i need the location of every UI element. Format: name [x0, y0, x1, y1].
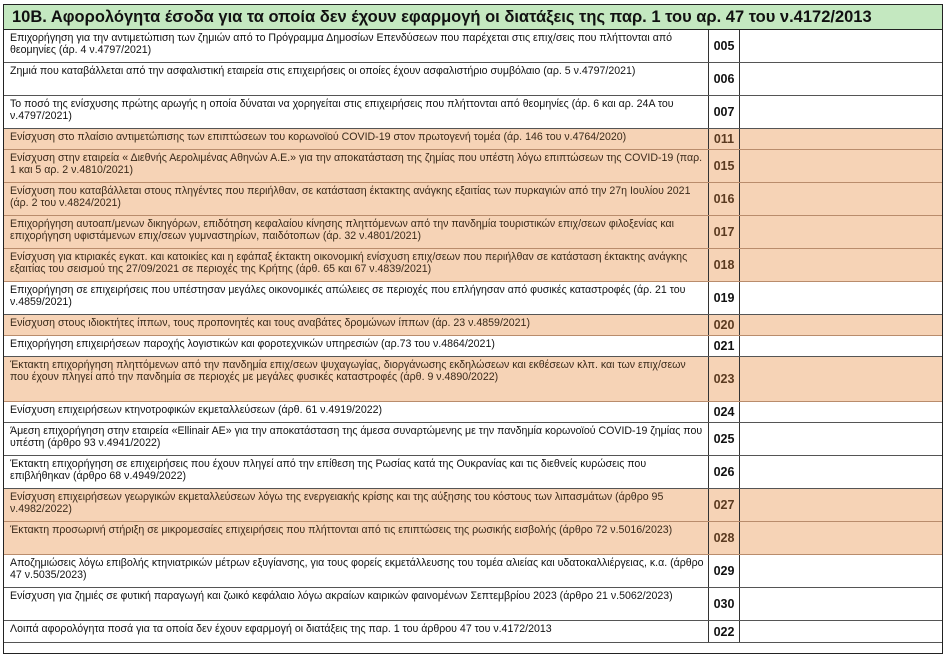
- form-row: [4, 402, 942, 423]
- row-code: 020: [708, 315, 740, 335]
- section-title: 10Β. Αφορολόγητα έσοδα για τα οποία δεν έχουν εφαρμογή οι διατάξεις της παρ. 1 του αρ. 47 του ν.4172/2013: [4, 5, 942, 30]
- form-row: [4, 30, 942, 63]
- amount-field[interactable]: [740, 588, 942, 620]
- row-description: Λοιπά αφορολόγητα ποσά για τα οποία δεν έχουν εφαρμογή οι διατάξεις της παρ. 1 του άρθρου 47 του ν.4172/2013: [10, 623, 552, 635]
- row-description: Έκτακτη επιχορήγηση σε επιχειρήσεις που έχουν πληγεί από την επίθεση της Ρωσίας κατά της Ουκρανίας και τις διεθνείς κυρώσεις που επιβλήθηκαν (άρθρο 68 ν.4949/2022): [10, 458, 647, 483]
- form-row: [4, 315, 942, 336]
- row-description: Ενίσχυση επιχειρήσεων κτηνοτροφικών εκμεταλλεύσεων (άρθ. 61 ν.4919/2022): [10, 404, 383, 416]
- amount-field[interactable]: [740, 555, 942, 587]
- row-description: Άμεση επιχορήγηση στην εταιρεία «Ellinair AE» για την αποκατάσταση της άμεσα συναρτώμενης με την πανδημία κορωνοϊού COVID-19 ζημίας που υπέστη (άρθρο 93 ν.4941/2022): [10, 425, 703, 450]
- form-row: [4, 183, 942, 216]
- form-row: [4, 522, 942, 555]
- row-code: 019: [708, 282, 740, 314]
- amount-field[interactable]: [740, 150, 942, 182]
- form-row: [4, 150, 942, 183]
- form-row: [4, 423, 942, 456]
- form-row: [4, 588, 942, 621]
- amount-field[interactable]: [740, 129, 942, 149]
- row-description: Ζημιά που καταβάλλεται από την ασφαλιστική εταιρεία στις επιχειρήσεις οι οποίες έχουν ασφαλιστήριο συμβόλαιο (αρ. 5 ν.4797/2021): [10, 65, 636, 77]
- row-description: Ενίσχυση στους ιδιοκτήτες ίππων, τους προπονητές και τους αναβάτες δρομώνων ίππων (άρ. 23 ν.4859/2021): [10, 317, 530, 329]
- amount-field[interactable]: [740, 336, 942, 356]
- row-code: 023: [708, 357, 740, 401]
- form-row: [4, 555, 942, 588]
- row-description: Επιχορήγηση για την αντιμετώπιση των ζημιών από το Πρόγραμμα Δημοσίων Επενδύσεων που παρέχεται στις επιχ/σεις που πλήττονται από θεομηνίες (άρ. 4 ν.4797/2021): [10, 32, 673, 57]
- row-description: Ενίσχυση επιχειρήσεων γεωργικών εκμεταλλεύσεων λόγω της ενεργειακής κρίσης και της αύξησης του κόστους των λιπασμάτων (άρθρο 95 ν.4982/2022): [10, 491, 664, 516]
- form-row: [4, 357, 942, 402]
- row-description: Επιχορήγηση επιχειρήσεων παροχής λογιστικών και φοροτεχνικών υπηρεσιών (αρ.73 του ν.4864/2021): [10, 338, 495, 350]
- row-code: 029: [708, 555, 740, 587]
- row-description: Επιχορήγηση σε επιχειρήσεις που υπέστησαν μεγάλες οικονομικές απώλειες σε περιοχές που επλήγησαν από φυσικές καταστροφές (άρ. 21 του ν.4859/2021): [10, 284, 686, 309]
- amount-field[interactable]: [740, 63, 942, 95]
- amount-field[interactable]: [740, 30, 942, 62]
- form-row: [4, 336, 942, 357]
- row-description: Ενίσχυση για κτιριακές εγκατ. και κατοικίες και η εφάπαξ έκτακτη οικονομική ενίσχυση επιχ/σεων που περιήλθαν σε κατάσταση έκτακτης ανάγκης εξαιτίας του σεισμού της 27/09/2021 σε περιοχές της Κρήτης (άρθ. 65 και 67 ν.4839/2021): [10, 251, 688, 276]
- row-code: 028: [708, 522, 740, 554]
- row-code: 016: [708, 183, 740, 215]
- row-code: 015: [708, 150, 740, 182]
- amount-field[interactable]: [740, 423, 942, 455]
- row-code: 005: [708, 30, 740, 62]
- amount-field[interactable]: [740, 282, 942, 314]
- amount-field[interactable]: [740, 456, 942, 488]
- amount-field[interactable]: [740, 96, 942, 128]
- form-row: [4, 216, 942, 249]
- row-description: Ενίσχυση που καταβάλλεται στους πληγέντες που περιήλθαν, σε κατάσταση έκτακτης ανάγκης εξαιτίας των πυρκαγιών από την 27η Ιουλίου 2021 (άρ. 2 του ν.4824/2021): [10, 185, 691, 210]
- row-code: 007: [708, 96, 740, 128]
- row-description: Αποζημιώσεις λόγω επιβολής κτηνιατρικών μέτρων εξυγίανσης, για τους φορείς εκμετάλλευσης του τομέα αλιείας και υδατοκαλλιέργειας, κ.α. (άρθρο 47 ν.5035/2023): [10, 557, 704, 582]
- row-description: Το ποσό της ενίσχυσης πρώτης αρωγής η οποία δύναται να χορηγείται στις επιχειρήσεις που πλήττονται από θεομηνίες (άρ. 6 και αρ. 24Α του ν.4797/2021): [10, 98, 674, 123]
- amount-field[interactable]: [740, 489, 942, 521]
- form-row: [4, 621, 942, 643]
- form-row: [4, 456, 942, 489]
- form-row: [4, 129, 942, 150]
- row-description: Ενίσχυση για ζημιές σε φυτική παραγωγή και ζωικό κεφάλαιο λόγω ακραίων καιρικών φαινομένων Σεπτεμβρίου 2023 (άρθρο 21 ν.5062/2023): [10, 590, 673, 602]
- row-code: 021: [708, 336, 740, 356]
- amount-field[interactable]: [740, 621, 942, 642]
- rows-container: [4, 30, 942, 643]
- row-code: 017: [708, 216, 740, 248]
- amount-field[interactable]: [740, 315, 942, 335]
- amount-field[interactable]: [740, 522, 942, 554]
- row-code: 018: [708, 249, 740, 281]
- row-code: 011: [708, 129, 740, 149]
- amount-field[interactable]: [740, 402, 942, 422]
- row-code: 027: [708, 489, 740, 521]
- amount-field[interactable]: [740, 183, 942, 215]
- row-description: Ενίσχυση στο πλαίσιο αντιμετώπισης των επιπτώσεων του κορωνοϊού COVID-19 στον πρωτογενή τομέα (άρ. 146 του ν.4764/2020): [10, 131, 627, 143]
- form-section-10b: [3, 4, 943, 654]
- row-description: Επιχορήγηση αυτοαπ/μενων δικηγόρων, επιδότηση κεφαλαίου κίνησης πληττόμενων από την πανδημία τουριστικών επιχ/σεων φιλοξενίας και επιχορήγηση υφιστάμενων επιχ/σεων γυμναστηρίων, παιδότοπων (άρ. 32 ν.4801/2021): [10, 218, 674, 243]
- form-row: [4, 489, 942, 522]
- form-row: [4, 96, 942, 129]
- row-code: 025: [708, 423, 740, 455]
- row-code: 024: [708, 402, 740, 422]
- row-code: 026: [708, 456, 740, 488]
- row-description: Ενίσχυση στην εταιρεία « Διεθνής Αερολιμένας Αθηνών Α.Ε.» για την αποκατάσταση της ζημίας που υπέστη λόγω επιπτώσεων της COVID-19 (παρ. 1 και 5 αρ. 2 ν.4810/2021): [10, 152, 703, 177]
- form-row: [4, 63, 942, 96]
- amount-field[interactable]: [740, 357, 942, 401]
- row-description: Έκτακτη επιχορήγηση πληττόμενων από την πανδημία επιχ/σεων ψυχαγωγίας, διοργάνωσης εκδηλώσεων και εκθέσεων κλπ. και των επιχ/σεων που έχουν πληγεί από την πανδημία σε περιοχές με μεγάλες φυσικές καταστροφές (άρθ. 9 ν.4890/2022): [10, 359, 686, 384]
- row-code: 022: [708, 621, 740, 642]
- form-row: [4, 282, 942, 315]
- row-code: 006: [708, 63, 740, 95]
- row-code: 030: [708, 588, 740, 620]
- form-row: [4, 249, 942, 282]
- row-description: Έκτακτη προσωρινή στήριξη σε μικρομεσαίες επιχειρήσεις που πλήττονται από τις επιπτώσεις της ρωσικής εισβολής (άρθρο 72 ν.5016/2023): [10, 524, 673, 536]
- amount-field[interactable]: [740, 249, 942, 281]
- amount-field[interactable]: [740, 216, 942, 248]
